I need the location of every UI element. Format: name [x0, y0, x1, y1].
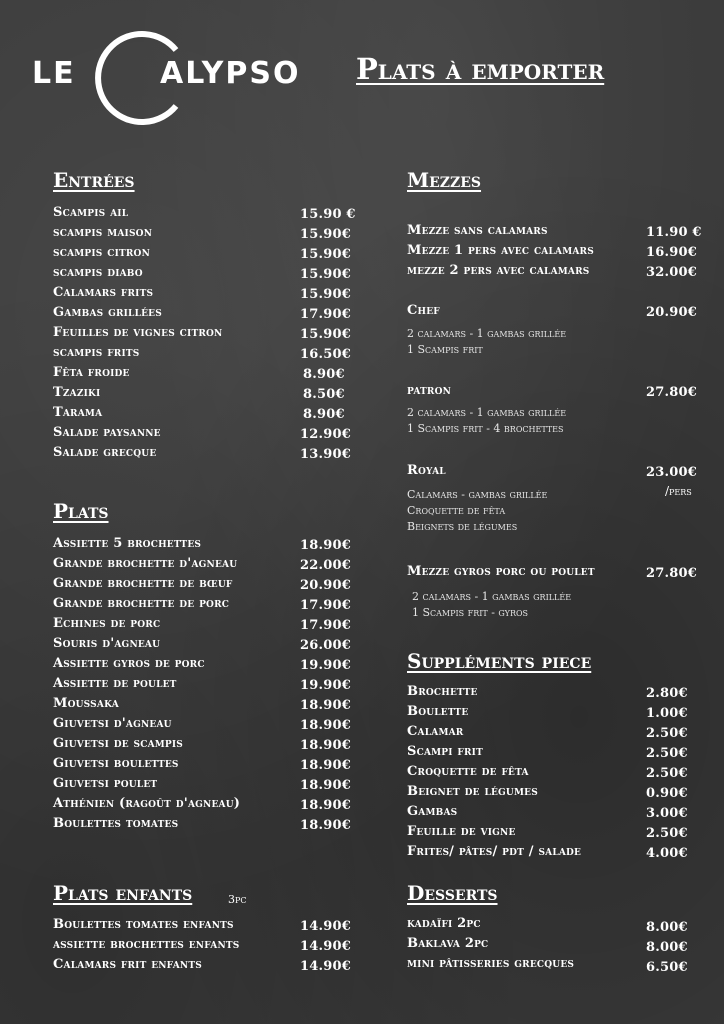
logo-alypso: ALYPSO	[160, 56, 301, 91]
logo-le: LE	[32, 56, 76, 91]
mezze-royal-desc: Calamars - gambas grillée Croquette de fêta Beignets de légumes	[407, 488, 548, 533]
section-title-mezzes: Mezzes	[407, 168, 482, 192]
restaurant-logo	[32, 28, 332, 128]
section-title-enfants: Plats enfants	[53, 881, 193, 905]
section-title-supplements: Suppléments piece	[407, 649, 592, 673]
mezze-chef-desc: 2 calamars - 1 gambas grillée 1 Scampis frit	[407, 327, 567, 356]
mezze-patron-desc: 2 calamars - 1 gambas grillée 1 Scampis frit - 4 brochettes	[407, 406, 567, 435]
enfants-note: 3pc	[228, 893, 247, 906]
page-title: Plats à emporter	[356, 52, 605, 86]
section-title-desserts: Desserts	[407, 881, 498, 905]
royal-unit: /pers	[665, 484, 692, 498]
section-title-plats: Plats	[53, 499, 109, 523]
section-title-entrees: Entrées	[53, 168, 135, 192]
mezze-gyros-desc: 2 calamars - 1 gambas grillée 1 Scampis frit - gyros	[412, 590, 572, 619]
